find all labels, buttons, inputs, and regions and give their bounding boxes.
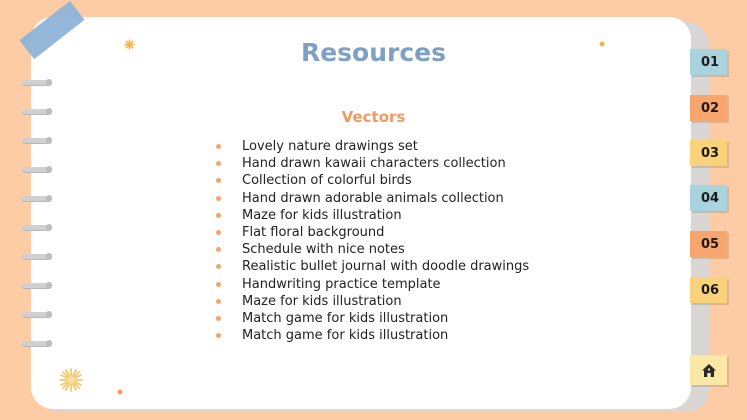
bullet-icon <box>216 213 221 218</box>
list-item-text: Hand drawn adorable animals collection <box>242 190 504 206</box>
binding-ring <box>22 196 50 201</box>
list-item-text: Collection of colorful birds <box>242 173 412 189</box>
section-subtitle: Vectors <box>341 108 406 126</box>
tab-03[interactable] <box>690 140 727 166</box>
list-item <box>215 155 535 172</box>
bullet-icon <box>216 196 221 201</box>
bullet-icon <box>216 144 221 149</box>
flower-icon <box>58 367 84 393</box>
list-item-text: Maze for kids illustration <box>242 293 402 309</box>
list-item-text: Lovely nature drawings set <box>242 139 418 154</box>
list-item <box>215 190 535 207</box>
bullet-icon <box>216 161 221 166</box>
bullet-icon <box>216 247 221 252</box>
list-item-text: Maze for kids illustration <box>242 207 402 223</box>
tab-label: 06 <box>700 282 720 298</box>
list-item-text: Handwriting practice template <box>242 276 441 292</box>
list-item <box>215 327 535 344</box>
list-item-text: Match game for kids illustration <box>242 311 449 327</box>
tab-02[interactable] <box>690 95 727 121</box>
binding-ring <box>22 167 50 172</box>
list-item-text: Match game for kids illustration <box>242 328 449 344</box>
binding-ring <box>22 80 50 85</box>
tab-05[interactable] <box>690 231 727 257</box>
tab-label: 01 <box>700 54 720 70</box>
dot-decoration-icon <box>117 389 123 395</box>
home-tab[interactable] <box>690 355 727 385</box>
binding-ring <box>22 138 50 143</box>
list-item <box>215 293 535 310</box>
list-item <box>215 258 535 275</box>
home-icon <box>701 363 717 378</box>
list-item-text: Realistic bullet journal with doodle drawings <box>242 259 530 275</box>
list-item <box>215 138 535 155</box>
bullet-icon <box>216 230 221 235</box>
bullet-icon <box>216 299 221 304</box>
tab-04[interactable] <box>690 185 727 211</box>
tab-01[interactable] <box>690 49 727 75</box>
list-item <box>215 276 535 293</box>
list-item-text: Flat floral background <box>242 225 385 241</box>
tab-06[interactable] <box>690 277 727 303</box>
tab-label: 05 <box>700 236 720 252</box>
bullet-icon <box>216 264 221 269</box>
page-title: Resources <box>300 38 447 67</box>
binding-ring <box>22 341 50 346</box>
tab-label: 03 <box>700 145 720 161</box>
bullet-icon <box>216 282 221 287</box>
list-item-text: Schedule with nice notes <box>242 242 405 258</box>
bullet-icon <box>216 316 221 321</box>
bullet-icon <box>216 333 221 338</box>
binding-ring <box>22 312 50 317</box>
list-item <box>215 241 535 258</box>
list-item <box>215 224 535 241</box>
list-item <box>215 172 535 189</box>
binding-ring <box>22 254 50 259</box>
resource-list <box>215 138 535 344</box>
tab-label: 02 <box>700 100 720 116</box>
binding-ring <box>22 283 50 288</box>
list-item-text: Hand drawn kawaii characters collection <box>242 156 506 172</box>
list-item <box>215 310 535 327</box>
bullet-icon <box>216 178 221 183</box>
list-item <box>215 207 535 224</box>
tab-label: 04 <box>700 190 720 206</box>
binding-ring <box>22 225 50 230</box>
